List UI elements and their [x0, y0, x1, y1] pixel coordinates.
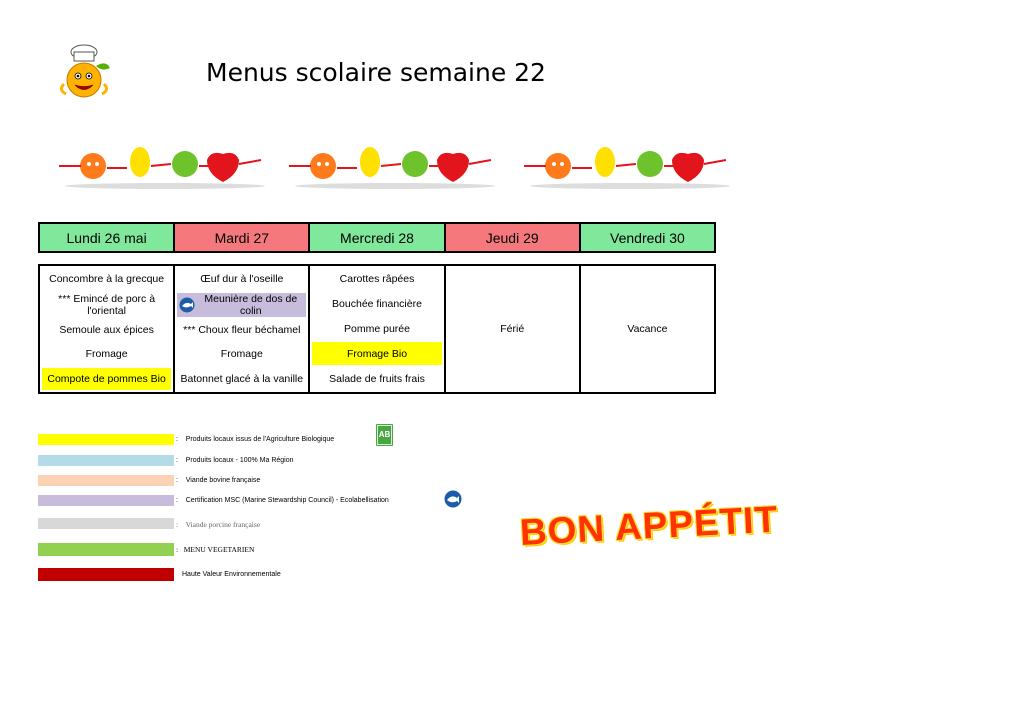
holiday-label: Férié — [500, 323, 525, 335]
menu-item: Salade de fruits frais — [329, 372, 425, 385]
menu-item: Batonnet glacé à la vanille — [180, 372, 304, 385]
legend-label-bovine: : Viande bovine française — [176, 477, 261, 484]
menu-item: Concombre à la grecque — [49, 273, 165, 286]
legend-swatch-bovine — [38, 475, 174, 486]
menu-item: Fromage — [85, 348, 128, 361]
legend-swatch-hve — [38, 568, 174, 581]
ab-organic-logo — [376, 424, 393, 446]
menu-table — [38, 264, 716, 394]
menu-item-text: Meunière de dos de colin — [204, 292, 298, 317]
menu-item: Bouchée financière — [332, 298, 422, 311]
day-header-mercredi: Mercredi 28 — [310, 224, 445, 251]
day-header-mardi: Mardi 27 — [175, 224, 310, 251]
menu-column-jeudi — [446, 266, 581, 392]
legend-label-msc: : Certification MSC (Marine Stewardship Council) - Ecolabellisation — [176, 497, 389, 504]
menu-item: Pomme purée — [344, 322, 410, 335]
menu-item: *** Choux fleur béchamel — [183, 323, 301, 336]
legend-label-hve: Haute Valeur Environnementale — [182, 571, 281, 578]
menu-item: *** Emincé de porc à l'oriental — [58, 292, 156, 317]
menu-column-mardi — [175, 266, 310, 392]
legend-label-bio: : Produits locaux issus de l'Agriculture Biologique — [176, 436, 335, 443]
legend-label-vegetarian: : MENU VEGETARIEN — [176, 545, 255, 554]
legend-swatch-porcine — [38, 518, 174, 529]
day-header-jeudi: Jeudi 29 — [446, 224, 581, 251]
svg-text:AB: AB — [378, 430, 391, 439]
menu-column-mercredi — [310, 266, 445, 392]
menu-item: Semoule aux épices — [59, 323, 154, 336]
menu-column-lundi — [40, 266, 175, 392]
msc-fish-icon — [179, 297, 195, 313]
day-header-row — [38, 222, 716, 253]
fruit-banner-illustration — [285, 140, 505, 190]
bon-appetit-banner: BON APPÉTIT — [518, 498, 780, 553]
legend-label-porcine: : Viande porcine française — [176, 520, 261, 529]
page-title: Menus scolaire semaine 22 — [206, 58, 546, 87]
fruit-banner-illustration — [520, 140, 740, 190]
menu-item: Carottes râpées — [339, 273, 415, 286]
menu-item: Œuf dur à l'oseille — [200, 273, 284, 286]
chef-orange-logo — [56, 44, 112, 102]
legend-label-region: : Produits locaux - 100% Ma Région — [176, 457, 294, 464]
legend-swatch-region — [38, 455, 174, 466]
day-header-vendredi: Vendredi 30 — [581, 224, 714, 251]
menu-item-bio: Fromage Bio — [312, 342, 441, 365]
menu-column-vendredi — [581, 266, 714, 392]
fruit-banner-illustration — [55, 140, 275, 190]
menu-item-bio: Compote de pommes Bio — [42, 368, 171, 391]
vacation-label: Vacance — [627, 323, 668, 335]
legend-swatch-bio — [38, 434, 174, 445]
menu-item: Fromage — [220, 348, 263, 361]
msc-fish-icon — [444, 490, 462, 508]
day-header-lundi: Lundi 26 mai — [40, 224, 175, 251]
menu-item-msc — [177, 293, 306, 317]
legend-swatch-msc — [38, 495, 174, 506]
legend-swatch-vegetarian — [38, 543, 174, 556]
